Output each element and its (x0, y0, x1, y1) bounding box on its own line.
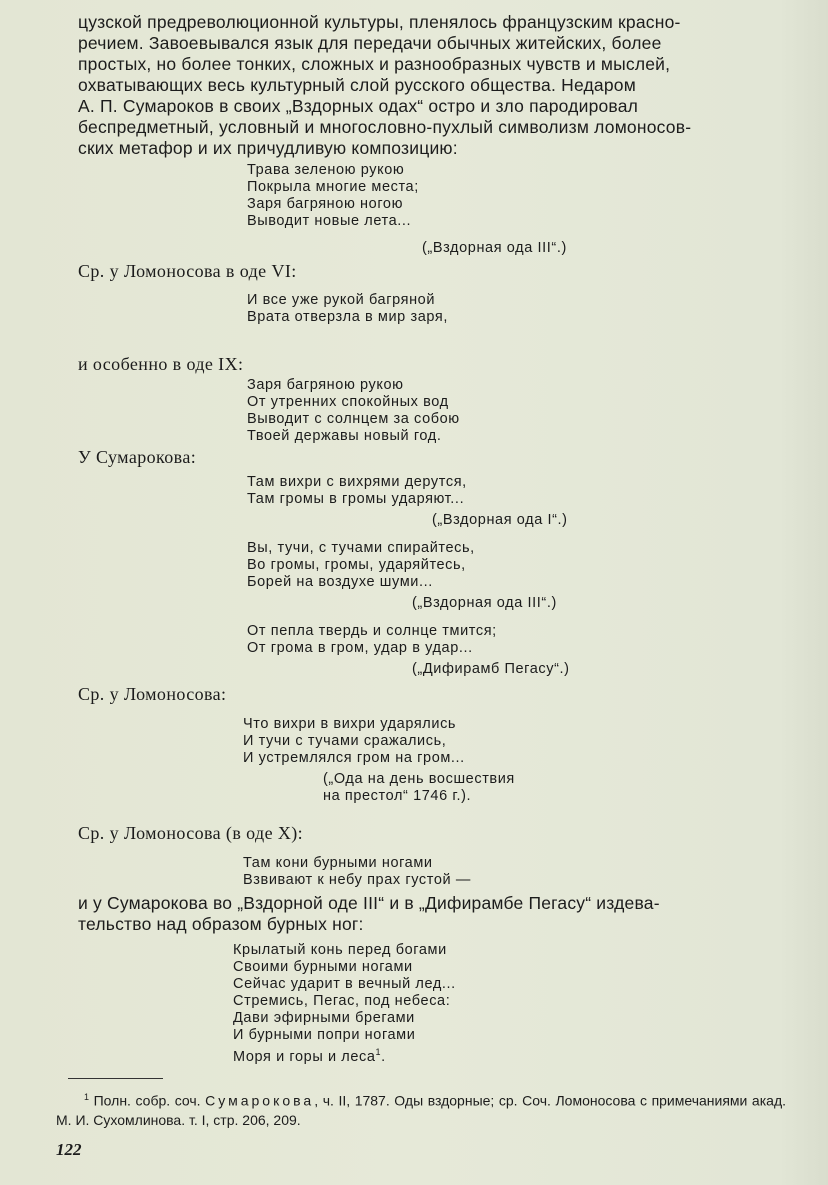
footnote-author: Сумарокова (205, 1092, 315, 1109)
verse-line: Вы, тучи, с тучами спирайтесь, (247, 540, 475, 556)
paragraph-line: простых, но более тонких, сложных и разнообразных чувств и мыслей, (78, 54, 671, 74)
verse-line: Заря багряною рукою (247, 377, 404, 393)
verse-line: Взвивают к небу прах густой — (243, 872, 471, 888)
verse-lomonosov-vikhri (243, 716, 465, 767)
verse-line: От пепла твердь и солнце тмится; (247, 623, 497, 639)
verse-line: И бурными попри ногами (233, 1027, 416, 1043)
verse-line: Дави эфирными брегами (233, 1010, 415, 1026)
paragraph-line: А. П. Сумароков в своих „Вздорных одах“ остро и зло пародировал (78, 96, 639, 116)
verse-line: От грома в гром, удар в удар... (247, 640, 473, 656)
footnote-marker: 1 (84, 1092, 90, 1102)
paragraph-line: речием. Завоевывался язык для передачи обычных житейских, более (78, 33, 662, 53)
footnote-text: Полн. собр. соч. (93, 1092, 206, 1109)
verse-sumarokov-vikhri (247, 474, 467, 508)
intro-line: У Сумарокова: (78, 447, 197, 467)
intro-line: Ср. у Ломоносова в оде VI: (78, 261, 297, 281)
verse-sumarokov-trava (247, 162, 419, 230)
verse-lomonosov-ode9 (247, 377, 460, 445)
verse-line: Там кони бурными ногами (243, 855, 433, 871)
verse-sumarokov-tuchi (247, 540, 475, 591)
verse-line: Там вихри с вихрями дерутся, (247, 474, 467, 490)
paragraph-line: и у Сумарокова во „Вздорной оде III“ и в „Дифирамбе Пегасу“ издева- (78, 893, 660, 913)
verse-line: Заря багряною ногою (247, 196, 404, 212)
footnote-text: , ч. II, 1787. Оды вздорные; ср. Соч. Ломоносова с примечаниями акад. М. И. Сухомлинова. т. I, стр. 206, 209. (56, 1092, 786, 1128)
citation-line: („Ода на день восшествия (323, 771, 515, 787)
verse-line: Выводит с солнцем за собою (247, 411, 460, 427)
citation (323, 771, 515, 805)
paragraph-line: тельство над образом бурных ног: (78, 914, 364, 934)
intro-line: Ср. у Ломоносова: (78, 684, 227, 704)
verse-line: Сейчас ударит в вечный лед... (233, 976, 456, 992)
verse-line: Борей на воздухе шуми... (247, 574, 433, 590)
page-number: 122 (56, 1140, 82, 1159)
verse-text: Моря и горы и леса (233, 1048, 376, 1065)
verse-sumarokov-pegas (233, 942, 456, 1066)
citation: („Вздорная ода III“.) (422, 240, 567, 256)
paragraph-line: цузской предреволюционной культуры, пленялось французским красно- (78, 12, 681, 32)
verse-line: Там громы в громы ударяют... (247, 491, 465, 507)
verse-line: Моря и горы и леса$^1$. (233, 1047, 386, 1065)
footnote-divider (68, 1078, 163, 1079)
verse-line: Стремись, Пегас, под небеса: (233, 993, 451, 1009)
verse-line: Крылатый конь перед богами (233, 942, 447, 958)
paragraph-line: ских метафор и их причудливую композицию: (78, 138, 458, 158)
citation: („Вздорная ода III“.) (412, 595, 557, 611)
verse-line: Выводит новые лета... (247, 213, 412, 229)
citation: („Дифирамб Пегасу“.) (412, 661, 570, 677)
verse-line: Своими бурными ногами (233, 959, 413, 975)
verse-line: Твоей державы новый год. (247, 428, 442, 444)
citation-line: на престол“ 1746 г.). (323, 788, 472, 804)
verse-line: Трава зеленою рукою (247, 162, 405, 178)
verse-line: Покрыла многие места; (247, 179, 419, 195)
bridge-paragraph (78, 893, 794, 935)
verse-lomonosov-ode6 (247, 292, 448, 326)
verse-line: И тучи с тучами сражались, (243, 733, 447, 749)
opening-paragraph (78, 12, 794, 159)
intro-line: и особенно в оде IX: (78, 354, 244, 374)
footnote (56, 1088, 786, 1130)
verse-line: Врата отверзла в мир заря, (247, 309, 448, 325)
verse-line: И все уже рукой багряной (247, 292, 436, 308)
verse-line: Что вихри в вихри ударялись (243, 716, 457, 732)
verse-line: Во громы, громы, ударяйтесь, (247, 557, 466, 573)
intro-line: Ср. у Ломоносова (в оде X): (78, 823, 304, 843)
verse-line: От утренних спокойных вод (247, 394, 449, 410)
footnote-ref[interactable]: 1 (375, 1047, 382, 1057)
citation: („Вздорная ода I“.) (432, 512, 568, 528)
paragraph-line: беспредметный, условный и многословно-пухлый символизм ломоносов- (78, 117, 692, 137)
paragraph-line: охватывающих весь культурный слой русского общества. Недаром (78, 75, 636, 95)
verse-sumarokov-pepla (247, 623, 497, 657)
verse-lomonosov-koni (243, 855, 471, 889)
verse-line: И устремлялся гром на гром... (243, 750, 465, 766)
